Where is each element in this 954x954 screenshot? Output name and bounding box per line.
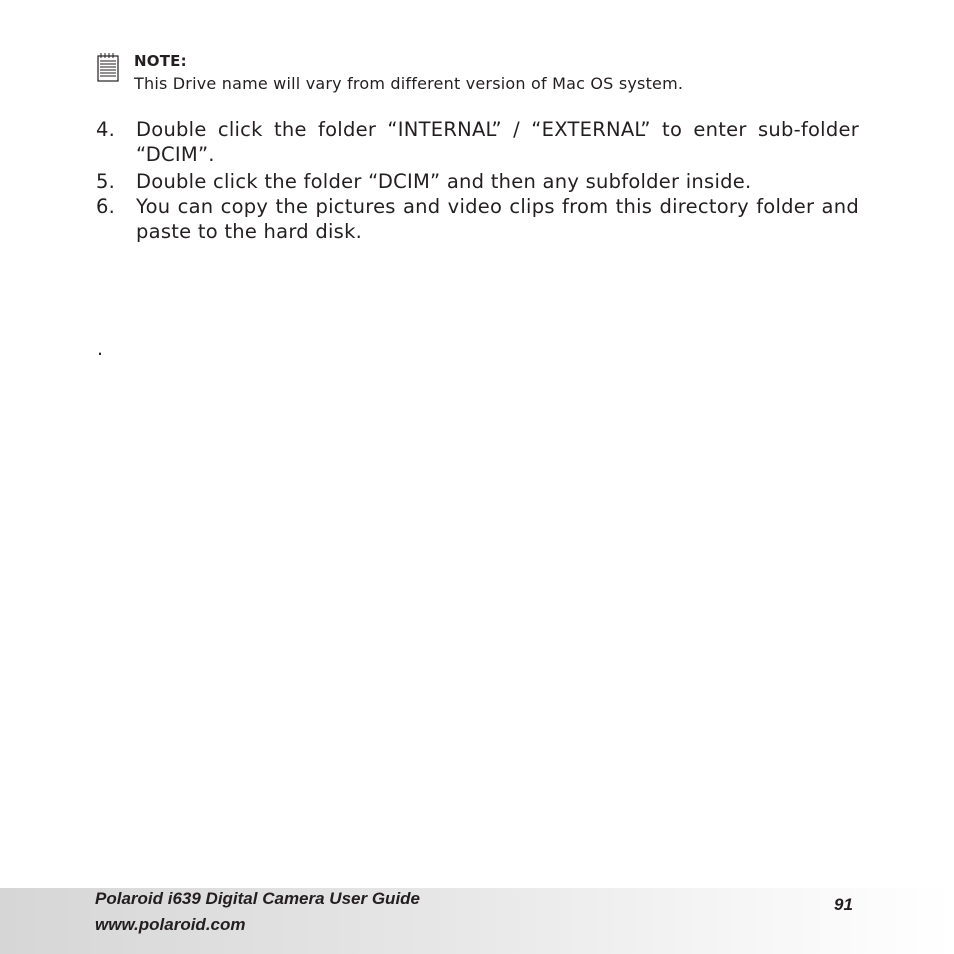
stray-period: . [97, 338, 104, 360]
list-item-step-4 [96, 118, 859, 167]
step-text: Double click the folder “DCIM” and then any subfolder inside. [136, 170, 752, 193]
step-text: Double click the folder “INTERNAL” / “EXTERNAL” to enter sub-folder “DCIM”. [136, 118, 859, 166]
step-number: 5. [96, 170, 116, 193]
step-number: 4. [96, 118, 116, 141]
footer-url-link[interactable]: www.polaroid.com [95, 915, 246, 934]
note-text: This Drive name will vary from different version of Mac OS system. [134, 74, 684, 93]
step-text: You can copy the pictures and video clips from this directory folder and paste to the hard disk. [136, 195, 859, 243]
note-title: NOTE: [134, 52, 187, 70]
page-number: 91 [834, 895, 853, 914]
step-number: 6. [96, 195, 116, 218]
list-item-step-5 [96, 170, 859, 195]
footer-title: Polaroid i639 Digital Camera User Guide [95, 889, 421, 908]
notepad-icon [97, 52, 119, 82]
list-item-step-6 [96, 195, 859, 244]
